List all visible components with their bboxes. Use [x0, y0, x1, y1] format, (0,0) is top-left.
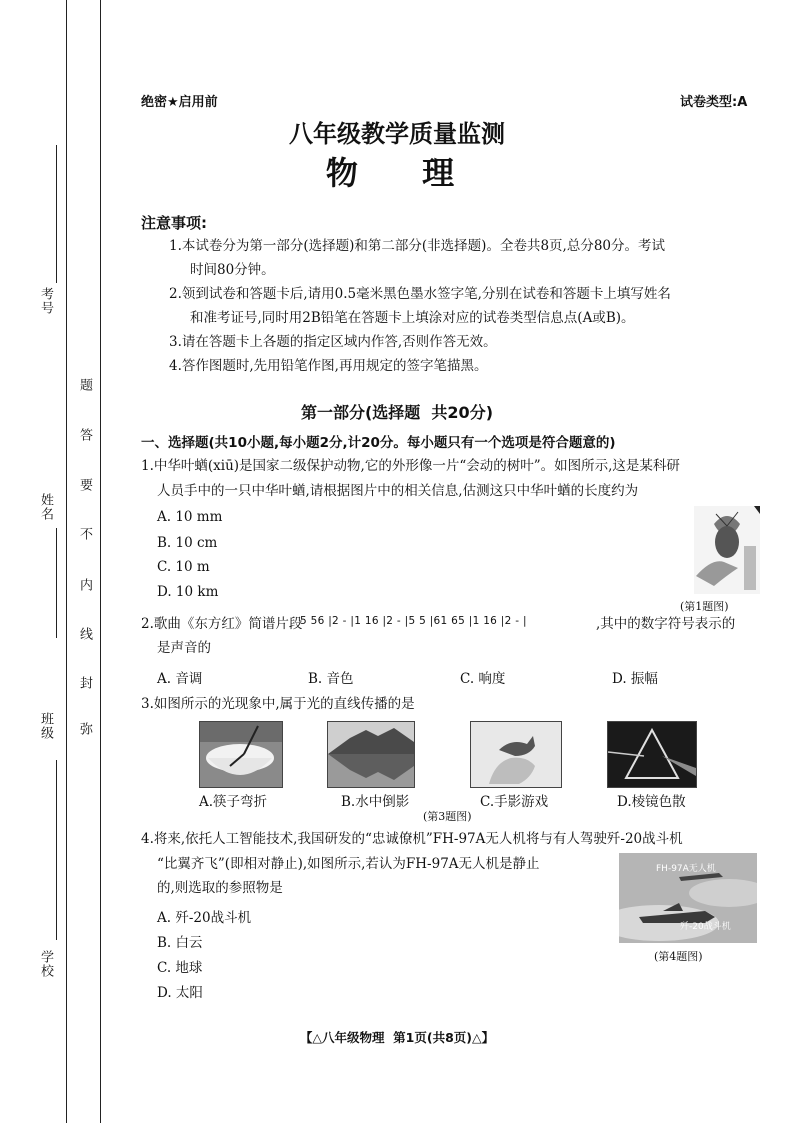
notice-item: 1.本试卷分为第一部分(选择题)和第二部分(非选择题)。全卷共8页,总分80分。考试: [169, 238, 666, 254]
notice-item-cont: 和准考证号,同时用2B铅笔在答题卡上填涂对应的试卷类型信息点(A或B)。: [190, 310, 635, 326]
q2-stem-prefix: 2.歌曲《东方红》简谱片段: [141, 616, 303, 632]
notice-heading: 注意事项:: [141, 214, 207, 232]
secret-label: 绝密★启用前: [141, 95, 218, 110]
notice-item: 4.答作图题时,先用铅笔作图,再用规定的签字笔描黑。: [169, 358, 488, 374]
exam-title: 八年级教学质量监测: [289, 119, 505, 148]
q4-img-label-top: FH-97A无人机: [656, 864, 716, 874]
paper-type-label: 试卷类型:A: [680, 95, 748, 110]
q3-caption: (第3题图): [423, 810, 472, 823]
field-exam-number: 考号: [38, 287, 53, 315]
seal-char: 答: [77, 428, 92, 441]
q4-option-b[interactable]: B. 白云: [157, 935, 203, 951]
q3-photo-prism: [607, 721, 697, 788]
seal-char: 要: [77, 478, 92, 491]
q4-img-label-bottom: 歼-20战斗机: [680, 922, 731, 932]
seal-char: 线: [77, 627, 92, 640]
notice-item: 2.领到试卷和答题卡后,请用0.5毫米黑色墨水签字笔,分别在试卷和答题卡上填写姓名: [169, 286, 671, 302]
q2-stem-suffix: ,其中的数字符号表示的: [596, 616, 736, 632]
field-class-line[interactable]: [56, 760, 57, 940]
notice-item: 3.请在答题卡上各题的指定区域内作答,否则作答无效。: [169, 334, 497, 350]
part1-heading: 第一部分(选择题 共20分): [300, 403, 494, 422]
q1-stem: 1.中华叶蝤(xiū)是国家二级保护动物,它的外形像一片“会动的树叶”。如图所示,这是某科研: [141, 458, 680, 474]
q1-insect-photo: [694, 506, 760, 594]
q3-option-b[interactable]: B.水中倒影: [341, 794, 410, 810]
q1-option-d[interactable]: D. 10 km: [157, 584, 219, 600]
q4-stem-cont: “比翼齐飞”(即相对静止),如图所示,若认为FH-97A无人机是静止: [157, 856, 540, 872]
q2-option-d[interactable]: D. 振幅: [612, 671, 658, 687]
seal-char: 弥: [77, 722, 92, 735]
q3-photo-chopsticks: [199, 721, 283, 788]
field-name: 姓名: [38, 493, 53, 521]
seal-char: 内: [77, 578, 92, 591]
q1-option-b[interactable]: B. 10 cm: [157, 535, 218, 551]
q3-option-a[interactable]: A.筷子弯折: [199, 794, 268, 810]
q2-option-b[interactable]: B. 音色: [308, 671, 354, 687]
q3-option-d[interactable]: D.棱镜色散: [617, 794, 686, 810]
q4-stem: 4.将来,依托人工智能技术,我国研发的“忠诚僚机”FH-97A无人机将与有人驾驶歼-20战斗机: [141, 831, 683, 847]
field-school: 学校: [38, 950, 53, 978]
q4-caption: (第4题图): [654, 950, 703, 963]
q1-caption: (第1题图): [680, 600, 729, 613]
q1-stem-cont: 人员手中的一只中华叶蝤,请根据图片中的相关信息,估测这只中华叶蝤的长度约为: [157, 483, 639, 499]
q2-notation: 5 56 |2 - |1 16 |2 - |5 5 |61 65 |1 16 |2 - |: [300, 615, 527, 627]
q4-stem-cont: 的,则选取的参照物是: [157, 880, 283, 896]
q3-photo-hand-shadow: [470, 721, 562, 788]
page-footer: 【△八年级物理 第1页(共8页)△】: [299, 1030, 495, 1045]
q4-option-d[interactable]: D. 太阳: [157, 985, 203, 1001]
part1-intro: 一、选择题(共10小题,每小题2分,计20分。每小题只有一个选项是符合题意的): [141, 435, 616, 451]
field-class: 班级: [38, 712, 53, 740]
seal-char: 封: [77, 676, 92, 689]
notice-item-cont: 时间80分钟。: [190, 262, 275, 278]
q2-stem-cont: 是声音的: [157, 640, 211, 656]
q4-option-c[interactable]: C. 地球: [157, 960, 203, 976]
q3-stem: 3.如图所示的光现象中,属于光的直线传播的是: [141, 696, 415, 712]
seal-char: 题: [77, 378, 92, 391]
q2-option-c[interactable]: C. 响度: [460, 671, 506, 687]
field-name-line[interactable]: [56, 528, 57, 638]
seal-char: 不: [77, 527, 92, 540]
q4-option-a[interactable]: A. 歼-20战斗机: [157, 910, 252, 926]
q2-option-a[interactable]: A. 音调: [157, 671, 203, 687]
q1-option-c[interactable]: C. 10 m: [157, 559, 210, 575]
q3-photo-reflection: [327, 721, 415, 788]
q3-option-c[interactable]: C.手影游戏: [480, 794, 549, 810]
q1-option-a[interactable]: A. 10 mm: [157, 509, 223, 525]
subject-title: 物 理: [325, 154, 469, 192]
